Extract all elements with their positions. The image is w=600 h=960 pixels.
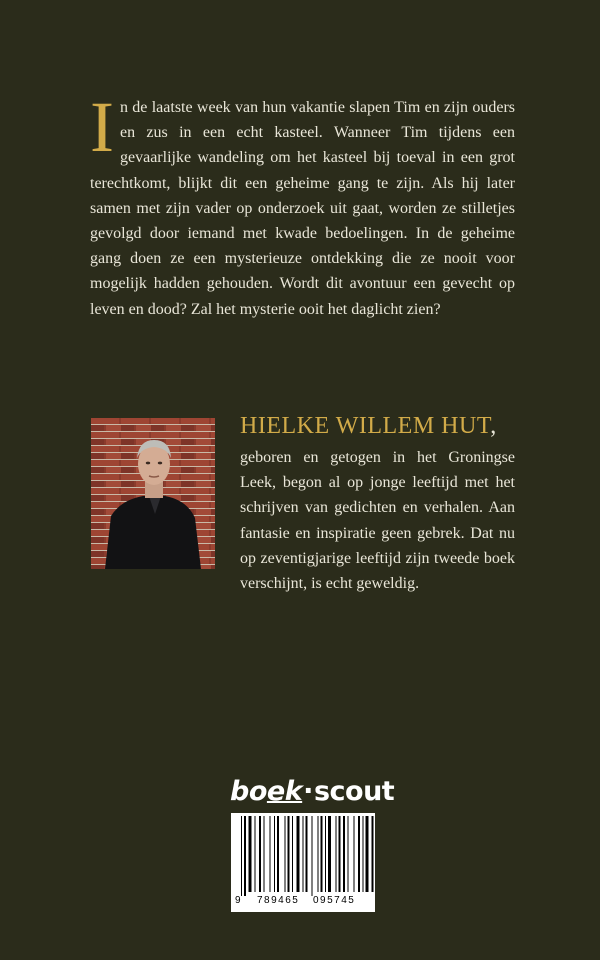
barcode-bar	[372, 816, 374, 892]
barcode-bar	[255, 816, 256, 892]
logo-part-scout: scout	[313, 776, 395, 807]
barcode-bar	[312, 816, 313, 896]
author-name-text: HIELKE WILLEM HUT	[240, 413, 491, 439]
barcode-bar	[249, 816, 252, 892]
barcode-bar	[358, 816, 360, 892]
barcode-digits-left: 789465	[257, 895, 300, 906]
barcode-bar	[336, 816, 337, 892]
barcode-bar	[318, 816, 319, 892]
logo-dot: ·	[303, 776, 313, 807]
blurb-text: n de laatste week van hun vakantie slapen Tim en zijn ouders en zus in een echt kasteel. Wanneer Tim tijdens een gevaarlijke wandeling om het kasteel bij toeval in een grot terechtkomt, blijkt dit een geheime gang te zijn. Als hij later samen met zijn vader op onderzoek uit gaat, worden ze stilletjes gevolgd door iemand met kwade bedoelingen. In de geheime gang doen ze een mysterieuze ontdekking die ze nooit voor mogelijk hadden gehouden. Wordt dit avontuur een gevecht op leven en dood? Zal het mysterie ooit het daglicht zien?	[90, 99, 515, 318]
barcode-bar	[244, 816, 246, 896]
barcode-bar	[264, 816, 265, 892]
publisher-logo	[230, 776, 395, 807]
barcode-digits	[231, 895, 375, 911]
isbn-barcode	[231, 813, 375, 912]
author-photo-image	[91, 418, 215, 569]
barcode-bar	[297, 816, 300, 892]
barcode-bar	[328, 816, 331, 892]
barcode-bar	[339, 816, 341, 892]
logo-part-ek: ek	[266, 776, 303, 807]
barcode-bar	[363, 816, 364, 892]
barcode-digit-first: 9	[235, 895, 241, 906]
barcode-bar	[306, 816, 308, 892]
barcode-bar	[288, 816, 290, 892]
barcode-bars	[231, 813, 375, 897]
barcode-bar	[285, 816, 286, 892]
barcode-bar	[321, 816, 323, 892]
barcode-bar	[292, 816, 293, 892]
barcode-bar	[277, 816, 279, 892]
barcode-bar	[259, 816, 261, 892]
barcode-bar	[325, 816, 326, 892]
barcode-bar	[270, 816, 271, 892]
barcode-bar	[348, 816, 349, 892]
back-cover-blurb	[90, 87, 515, 322]
barcode-bar	[366, 816, 369, 892]
barcode-digits-right: 095745	[313, 895, 356, 906]
author-bio: geboren en getogen in het Groningse Leek, begon al op jonge leeftijd met het schrijven van gedichten en verhalen. Aan fantasie en inspiratie geen gebrek. Dat nu op zeventigjarige leeftijd zijn tweede boek verschijnt, is echt geweldig.	[240, 449, 515, 593]
barcode-bar	[343, 816, 345, 892]
barcode-bar	[303, 816, 304, 892]
barcode-bar	[241, 816, 242, 896]
barcode-bar	[354, 816, 355, 892]
drop-cap: I	[90, 87, 114, 167]
logo-part-bo: bo	[230, 776, 267, 807]
author-photo	[91, 418, 215, 569]
author-name	[240, 413, 530, 440]
author-name-comma: ,	[490, 413, 497, 439]
barcode-bar	[274, 816, 275, 892]
